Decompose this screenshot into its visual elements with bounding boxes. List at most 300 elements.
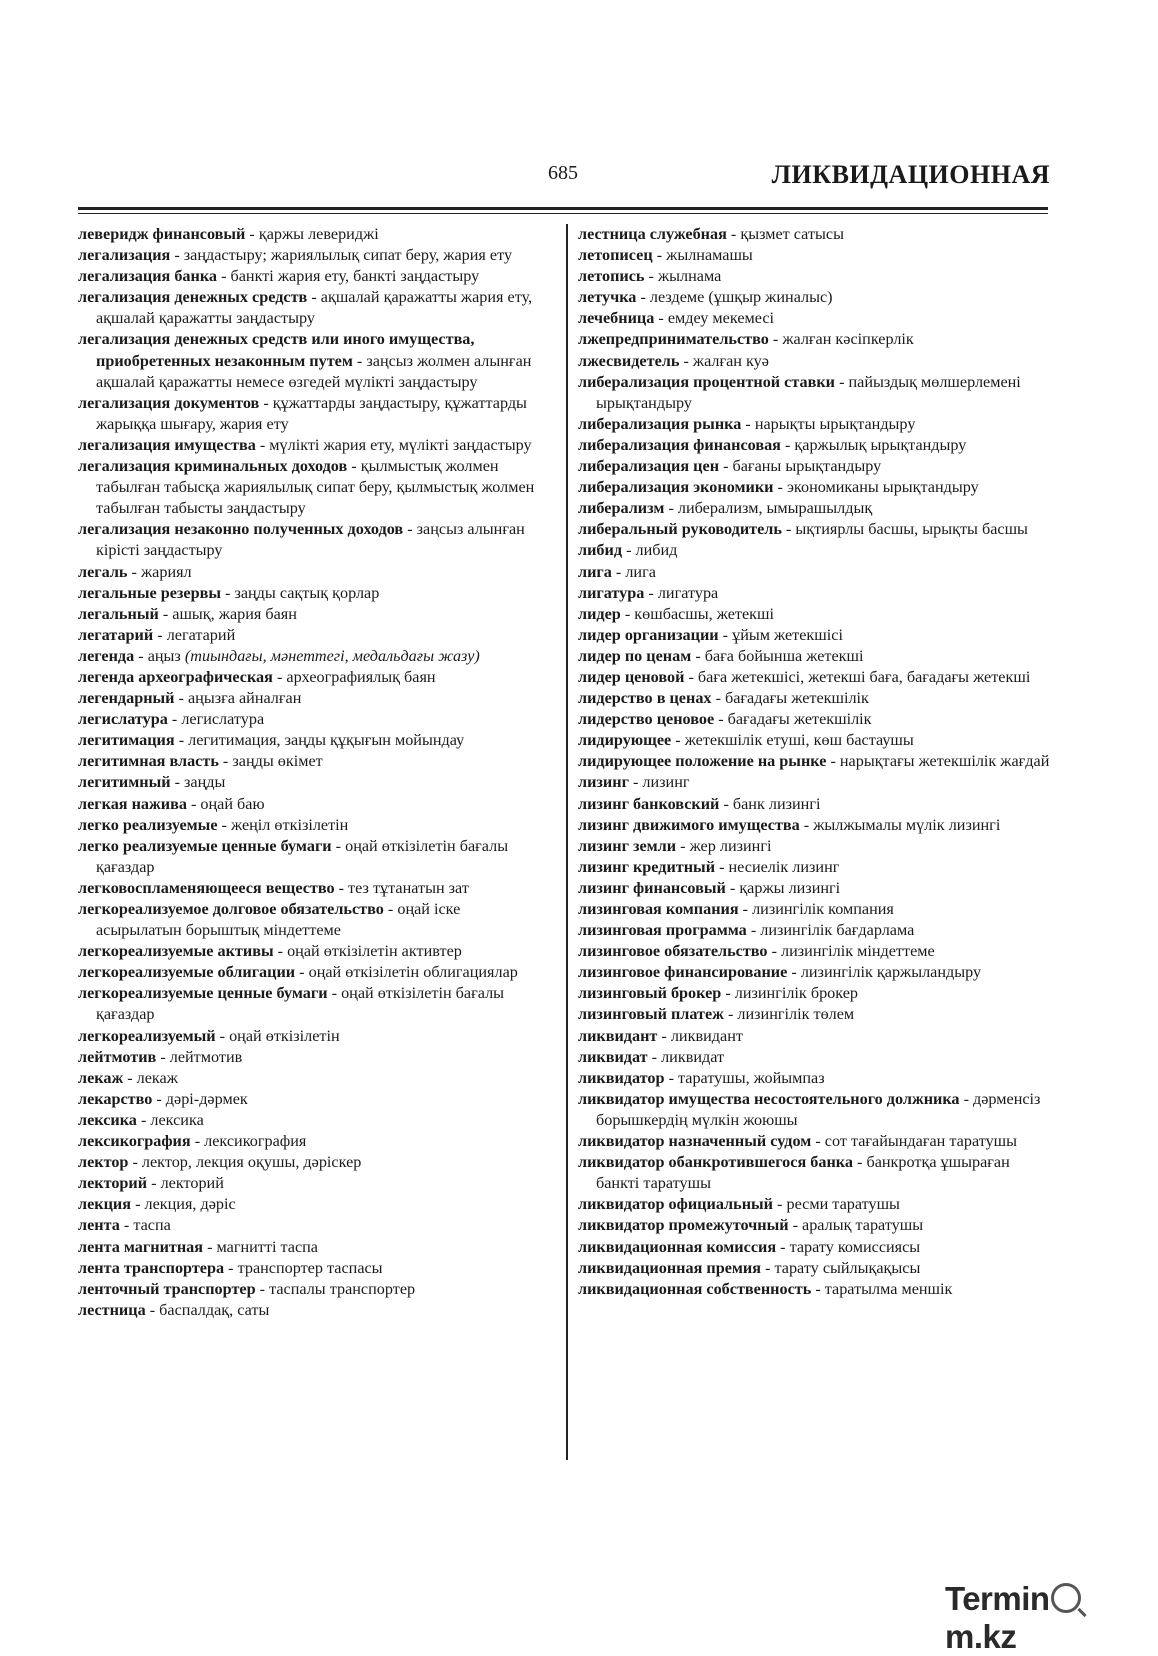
dictionary-entry (578, 287, 1054, 308)
entry-definition: аралық таратушы (802, 1216, 924, 1235)
dictionary-entry (578, 329, 1054, 350)
entry-term: легендарный (78, 689, 175, 708)
entry-separator: - (721, 984, 735, 1003)
magnifier-icon (1051, 1583, 1081, 1613)
entry-term: лизинговая компания (578, 900, 739, 918)
dictionary-entry (578, 224, 1054, 245)
entry-term: ленточный транспортер (78, 1279, 256, 1298)
dictionary-entry (78, 709, 548, 730)
entry-separator: - (715, 857, 729, 876)
entry-separator: - (147, 1174, 161, 1193)
entry-separator: - (826, 752, 840, 771)
dictionary-entry (578, 1131, 1054, 1152)
dictionary-entry (78, 604, 548, 625)
entry-separator: - (761, 1258, 775, 1277)
entry-separator: - (217, 267, 231, 286)
entry-term: лекция (78, 1195, 132, 1214)
entry-separator: - (620, 604, 635, 623)
entry-definition: мүлікті жария ету, мүлікті заңдастыру (269, 435, 532, 454)
entry-term: лизинг (578, 773, 629, 792)
dictionary-entry (78, 962, 548, 983)
entry-term: легализация документов (78, 393, 260, 412)
dictionary-entry (78, 1068, 548, 1089)
entry-term: ликвидатор имущества несостоятельного должника (578, 1089, 960, 1108)
entry-separator: - (767, 942, 782, 961)
entry-definition: бағадағы жетекшілік (725, 689, 869, 708)
entry-definition: қаржы левериджі (258, 225, 379, 243)
entry-term: лекарство (78, 1089, 153, 1108)
entry-term: лидер организации (578, 625, 719, 644)
entry-separator: - (726, 225, 741, 243)
entry-separator: - (652, 246, 667, 265)
dictionary-entry (78, 1300, 548, 1321)
dictionary-entry (578, 414, 1054, 435)
entry-term: лизинг кредитный (578, 857, 716, 876)
dictionary-entry (78, 1152, 548, 1173)
entry-definition: лектор, лекция оқушы, дәріскер (141, 1153, 362, 1172)
entry-term: либерализация цен (578, 457, 720, 476)
entry-term: левeридж финансовый (78, 225, 246, 243)
entry-separator: - (654, 309, 668, 328)
dictionary-entry (78, 899, 548, 941)
entry-separator: - (403, 520, 417, 539)
entry-definition: лездеме (ұшқыр жиналыс) (649, 288, 833, 307)
entry-separator: - (723, 1005, 738, 1024)
entry-definition: аңызға айналған (187, 689, 302, 708)
entry-definition: баға жетекшісі, жетекші баға, бағадағы жетекші (697, 667, 1031, 686)
dictionary-entry (578, 583, 1054, 604)
entry-term: легальные резервы (78, 583, 221, 602)
entry-definition: лизингілік бағдарлама (760, 921, 915, 940)
entry-definition: легислатура (181, 710, 265, 729)
entry-definition: жеңіл өткізілетін (230, 815, 349, 834)
dictionary-entry (78, 1110, 548, 1131)
entry-term: лестница служебная (578, 225, 727, 243)
entry-definition: жетекшілік етуші, көш бастаушы (684, 731, 914, 750)
entry-separator: - (134, 646, 148, 665)
entry-term: летучка (578, 288, 637, 307)
entry-term: лечебница (578, 309, 655, 328)
entry-definition: оңай баю (200, 794, 265, 813)
dictionary-entry (578, 1279, 1054, 1300)
entry-term: ликвидационная премия (578, 1258, 762, 1277)
dictionary-entry (578, 794, 1054, 815)
entry-separator: - (136, 1110, 151, 1129)
entry-definition: либерализм, ымырашылдық (677, 499, 873, 518)
entry-term: лжепредпринимательство (578, 330, 769, 349)
entry-definition: жер лизингі (689, 836, 772, 855)
entry-term: лига (578, 562, 612, 581)
dictionary-entry (78, 224, 548, 245)
dictionary-entry (78, 983, 548, 1025)
dictionary-entry (578, 519, 1054, 540)
dictionary-entry (578, 604, 1054, 625)
dictionary-entry (78, 646, 548, 667)
entry-term: легализация банка (78, 267, 218, 286)
dictionary-entry (578, 878, 1054, 899)
entry-definition: оңай өткізілетін облигациялар (308, 963, 518, 982)
entry-term: легенда (78, 646, 135, 665)
entry-definition: ақшалай қаражатты жария ету, ақшалай қаражатты заңдастыру (96, 288, 533, 328)
entry-separator: - (628, 773, 643, 792)
entry-definition: бағадағы жетекшілік (727, 710, 872, 729)
dictionary-entry (578, 941, 1054, 962)
entry-separator: - (153, 625, 167, 644)
entry-definition: қаржы лизингі (739, 878, 841, 897)
entry-definition: таратушы, жойымпаз (678, 1068, 825, 1087)
entry-separator: - (835, 372, 849, 391)
dictionary-entry (578, 435, 1054, 456)
entry-term: легко реализуемые ценные бумаги (78, 836, 332, 855)
dictionary-entry (78, 751, 548, 772)
entry-term: ликвидатор официальный (578, 1195, 773, 1214)
entry-definition: археографиялық баян (286, 667, 436, 686)
right-column (578, 224, 1054, 1300)
dictionary-entry (78, 688, 548, 709)
entry-definition: оңай өткізілетін бағалы қағаздар (96, 836, 509, 876)
entry-separator: - (352, 351, 367, 370)
entry-separator: - (145, 1300, 160, 1319)
entry-separator: - (746, 921, 761, 940)
entry-separator: - (295, 963, 309, 982)
entry-separator: - (217, 815, 231, 834)
entry-definition: ликвидат (661, 1047, 725, 1066)
header-rule-thin (78, 213, 1048, 214)
entry-term: ликвидационная собственность (578, 1279, 812, 1298)
dictionary-entry (78, 456, 548, 519)
entry-separator: - (719, 794, 733, 813)
entry-definition: сот тағайындаған таратушы (824, 1132, 1017, 1151)
entry-definition: лизингілік міндеттеме (781, 942, 935, 961)
entry-definition: жылнама (657, 267, 722, 286)
entry-definition: лексикография (204, 1132, 307, 1151)
entry-separator: - (679, 351, 693, 370)
dictionary-entry (578, 498, 1054, 519)
entry-definition: дәрі-дәрмек (165, 1089, 248, 1108)
entry-definition: заңды (184, 773, 226, 792)
entry-term: легализация незаконно полученных доходов (78, 520, 404, 539)
entry-term: ликвидатор (578, 1068, 665, 1087)
dictionary-entry (578, 1152, 1054, 1194)
entry-term: легитимный (78, 773, 171, 792)
dictionary-entry (578, 308, 1054, 329)
dictionary-entry (78, 772, 548, 793)
entry-definition: ұйым жетекшісі (732, 625, 843, 644)
left-column (78, 224, 548, 1321)
entry-definition: бағаны ырықтандыру (732, 457, 882, 476)
watermark-text: Terminm.kz (945, 1580, 1145, 1656)
dictionary-entry (78, 393, 548, 435)
entry-term: легализация (78, 246, 171, 265)
entry-separator: - (787, 963, 801, 982)
entry-separator: - (788, 1216, 803, 1235)
entry-definition: аңыз (147, 646, 185, 665)
dictionary-entry (578, 688, 1054, 709)
entry-separator: - (852, 1153, 867, 1172)
entry-separator: - (259, 393, 273, 412)
dictionary-entry (578, 857, 1054, 878)
entry-definition: лекаж (136, 1068, 178, 1087)
entry-term: легитимация (78, 731, 175, 750)
entry-definition: оңай өткізілетін (229, 1026, 340, 1045)
entry-definition: либид (635, 541, 678, 560)
dictionary-entry (78, 1026, 548, 1047)
entry-separator: - (170, 246, 184, 265)
dictionary-entry (578, 646, 1054, 667)
entry-term: ликвидатор назначенный судом (578, 1132, 812, 1151)
entry-term: легитимная власть (78, 752, 219, 771)
entry-separator: - (215, 1026, 230, 1045)
entry-definition: лизингілік төлем (737, 1005, 855, 1024)
entry-term: легкореализуемые ценные бумаги (78, 984, 328, 1003)
entry-separator: - (158, 604, 173, 623)
entry-definition: жалған кәсіпкерлік (782, 330, 914, 349)
entry-term: легализация имущества (78, 435, 256, 454)
entry-definition: қызмет сатысы (740, 225, 844, 243)
entry-term: легализация криминальных доходов (78, 457, 348, 476)
entry-definition: заңсыз алынған кірісті заңдастыру (96, 520, 525, 560)
dictionary-entry (578, 1026, 1054, 1047)
entry-term: лексикография (78, 1132, 191, 1151)
entry-separator: - (128, 1153, 142, 1172)
dictionary-entry (78, 730, 548, 751)
dictionary-entry (78, 519, 548, 561)
entry-definition: емдеу мекемесі (667, 309, 775, 328)
entry-separator: - (255, 1279, 270, 1298)
entry-separator: - (671, 731, 685, 750)
entry-separator: - (811, 1279, 825, 1298)
entry-separator: - (714, 710, 728, 729)
dictionary-entry (78, 562, 548, 583)
entry-term: лжесвидетель (578, 351, 680, 370)
dictionary-entry (78, 266, 548, 287)
dictionary-entry (578, 372, 1054, 414)
entry-separator: - (127, 562, 141, 581)
entry-term: либеральный руководитель (578, 520, 782, 539)
entry-term: летописец (578, 246, 653, 265)
dictionary-entry (578, 477, 1054, 498)
entry-separator: - (131, 1195, 145, 1214)
entry-definition: легитимация, заңды құқығын мойындау (188, 731, 465, 750)
entry-term: легкореализуемый (78, 1026, 216, 1045)
entry-definition: таратылма меншік (824, 1279, 953, 1298)
entry-definition: тарату сыйлықақысы (774, 1258, 921, 1277)
entry-term: легализация денежных средств (78, 288, 308, 307)
entry-separator: - (123, 1068, 137, 1087)
entry-definition: лизингілік компания (752, 900, 894, 918)
entry-term: легенда археографическая (78, 667, 273, 686)
entry-separator: - (657, 1026, 671, 1045)
entry-definition: ликвидант (670, 1026, 743, 1045)
dictionary-entry (78, 1047, 548, 1068)
entry-term: либид (578, 541, 623, 560)
entry-term: либерализация финансовая (578, 435, 781, 454)
entry-definition: лекция, дәріс (144, 1195, 236, 1214)
entry-separator: - (167, 710, 182, 729)
entry-definition: ресми таратушы (786, 1195, 900, 1214)
entry-definition: лигатура (657, 583, 719, 602)
dictionary-entry (78, 1089, 548, 1110)
dictionary-entry (78, 836, 548, 878)
entry-separator: - (636, 288, 650, 307)
dictionary-entry (78, 583, 548, 604)
entry-definition: жылжымалы мүлік лизингі (813, 815, 1001, 834)
entry-separator: - (799, 815, 814, 834)
entry-note: (тиындағы, мәнеттегі, медальдағы жазу) (184, 646, 480, 665)
entry-definition: банк лизингі (732, 794, 821, 813)
entry-definition: таспалы транспортер (269, 1279, 416, 1298)
entry-separator: - (383, 900, 398, 918)
entry-term: либерализация процентной ставки (578, 372, 836, 391)
entry-separator: - (347, 457, 361, 476)
entry-separator: - (307, 288, 321, 307)
entry-term: лектор (78, 1153, 129, 1172)
entry-term: лидирующее (578, 731, 672, 750)
entry-term: лидер ценовой (578, 667, 685, 686)
dictionary-entry (78, 287, 548, 329)
entry-term: легкореализуемые облигации (78, 963, 296, 982)
dictionary-entry (578, 815, 1054, 836)
dictionary-entry (578, 1237, 1054, 1258)
entry-term: лексика (78, 1110, 137, 1129)
entry-term: лента (78, 1216, 120, 1235)
entry-separator: - (334, 878, 349, 897)
dictionary-entry (578, 540, 1054, 561)
entry-term: ликвидационная комиссия (578, 1237, 777, 1256)
dictionary-entry (578, 962, 1054, 983)
entry-term: либерализация рынка (578, 414, 742, 433)
dictionary-entry (78, 1131, 548, 1152)
entry-separator: - (174, 731, 189, 750)
entry-definition: қылмыстық жолмен табылған табысқа жариялылық сипат беру, қылмыстық жолмен табылған табысты заңдастыру (96, 457, 535, 518)
entry-separator: - (170, 773, 185, 792)
dictionary-entry (578, 899, 1054, 920)
entry-term: лизинговый брокер (578, 984, 722, 1003)
dictionary-entry (578, 266, 1054, 287)
entry-definition: жылнамашы (666, 246, 753, 265)
entry-term: лидер по ценам (578, 646, 692, 665)
entry-term: лизинг банковский (578, 794, 720, 813)
entry-definition: заңды өкімет (232, 752, 323, 771)
entry-separator: - (174, 689, 188, 708)
entry-term: либерализация экономики (578, 478, 774, 497)
entry-definition: нарықтағы жетекшілік жағдай (839, 752, 1050, 771)
entry-definition: заңсыз жолмен алынған ақшалай қаражатты немесе өзгедей мүлікті заңдастыру (96, 351, 532, 391)
entry-definition: тарату комиссиясы (789, 1237, 921, 1256)
entry-separator: - (644, 583, 658, 602)
entry-separator: - (611, 562, 626, 581)
entry-term: легкая нажива (78, 794, 187, 813)
entry-separator: - (780, 435, 795, 454)
entry-separator: - (773, 1195, 787, 1214)
dictionary-entry (78, 1173, 548, 1194)
entry-definition: қаржылық ырықтандыру (794, 435, 967, 454)
entry-term: ликвидант (578, 1026, 658, 1045)
entry-definition: оңай өткізілетін бағалы қағаздар (96, 984, 505, 1024)
entry-definition: лизинг (642, 773, 690, 792)
entry-term: лидерство в ценах (578, 689, 712, 708)
dictionary-entry (578, 1194, 1054, 1215)
entry-separator: - (272, 667, 287, 686)
entry-term: легаль (78, 562, 128, 581)
entry-definition: лекторий (160, 1174, 224, 1193)
entry-term: лизинг финансовый (578, 878, 726, 897)
entry-term: либерализм (578, 499, 665, 518)
dictionary-entry (78, 815, 548, 836)
dictionary-entry (78, 794, 548, 815)
dictionary-entry (578, 1089, 1054, 1131)
entry-definition: легатарий (166, 625, 236, 644)
entry-term: ликвидатор промежуточный (578, 1216, 789, 1235)
entry-definition: банкротқа ұшыраған банкті таратушы (596, 1153, 1010, 1193)
entry-separator: - (622, 541, 636, 560)
entry-definition: лизингілік қаржыландыру (800, 963, 982, 982)
entry-definition: баға бойынша жетекші (704, 646, 864, 665)
entry-separator: - (224, 1258, 238, 1277)
entry-separator: - (245, 225, 259, 243)
entry-separator: - (186, 794, 201, 813)
entry-definition: құжаттарды заңдастыру, құжаттарды жарыққа шығару, жария ету (96, 393, 527, 433)
entry-separator: - (156, 1047, 170, 1066)
entry-definition: лизингілік брокер (734, 984, 858, 1003)
entry-term: легкореализуемое долговое обязательство (78, 900, 384, 918)
dictionary-entry (578, 1004, 1054, 1025)
entry-separator: - (119, 1216, 134, 1235)
dictionary-entry (78, 667, 548, 688)
entry-separator: - (718, 625, 733, 644)
entry-term: легальный (78, 604, 159, 623)
entry-term: лекаж (78, 1068, 124, 1087)
entry-definition: таспа (133, 1216, 171, 1235)
dictionary-entry (78, 1194, 548, 1215)
entry-term: легатарий (78, 625, 154, 644)
dictionary-entry (578, 920, 1054, 941)
dictionary-entry (578, 751, 1054, 772)
entry-term: лидирующее положение на рынке (578, 752, 827, 771)
entry-term: ликвидат (578, 1047, 648, 1066)
dictionary-entry (578, 1068, 1054, 1089)
header-rule-thick (78, 207, 1048, 210)
entry-separator: - (255, 435, 270, 454)
dictionary-entry (578, 351, 1054, 372)
dictionary-entry (578, 1215, 1054, 1236)
entry-separator: - (190, 1132, 205, 1151)
column-divider (566, 224, 568, 1460)
entry-term: ликвидатор обанкротившегося банка (578, 1153, 853, 1172)
entry-definition: транспортер таспасы (237, 1258, 383, 1277)
entry-term: летопись (578, 267, 645, 286)
entry-term: лизинговый платеж (578, 1005, 724, 1024)
entry-definition: нарықты ырықтандыру (754, 414, 916, 433)
entry-term: лидер (578, 604, 621, 623)
entry-separator: - (691, 646, 705, 665)
entry-separator: - (776, 1237, 790, 1256)
dictionary-entry (578, 983, 1054, 1004)
dictionary-entry (578, 625, 1054, 646)
dictionary-entry (78, 329, 548, 392)
entry-term: лизинговая программа (578, 921, 747, 940)
entry-term: легко реализуемые (78, 815, 218, 834)
entry-term: лизинговое обязательство (578, 942, 768, 961)
entry-definition: лейтмотив (169, 1047, 243, 1066)
entry-separator: - (811, 1132, 825, 1151)
entry-separator: - (741, 414, 755, 433)
entry-definition: оңай өткізілетін активтер (287, 942, 462, 961)
page-number: 685 (548, 162, 578, 184)
entry-definition: ашық, жария баян (172, 604, 297, 623)
running-head: ЛИКВИДАЦИОННАЯ (771, 160, 1050, 189)
dictionary-entry (78, 941, 548, 962)
